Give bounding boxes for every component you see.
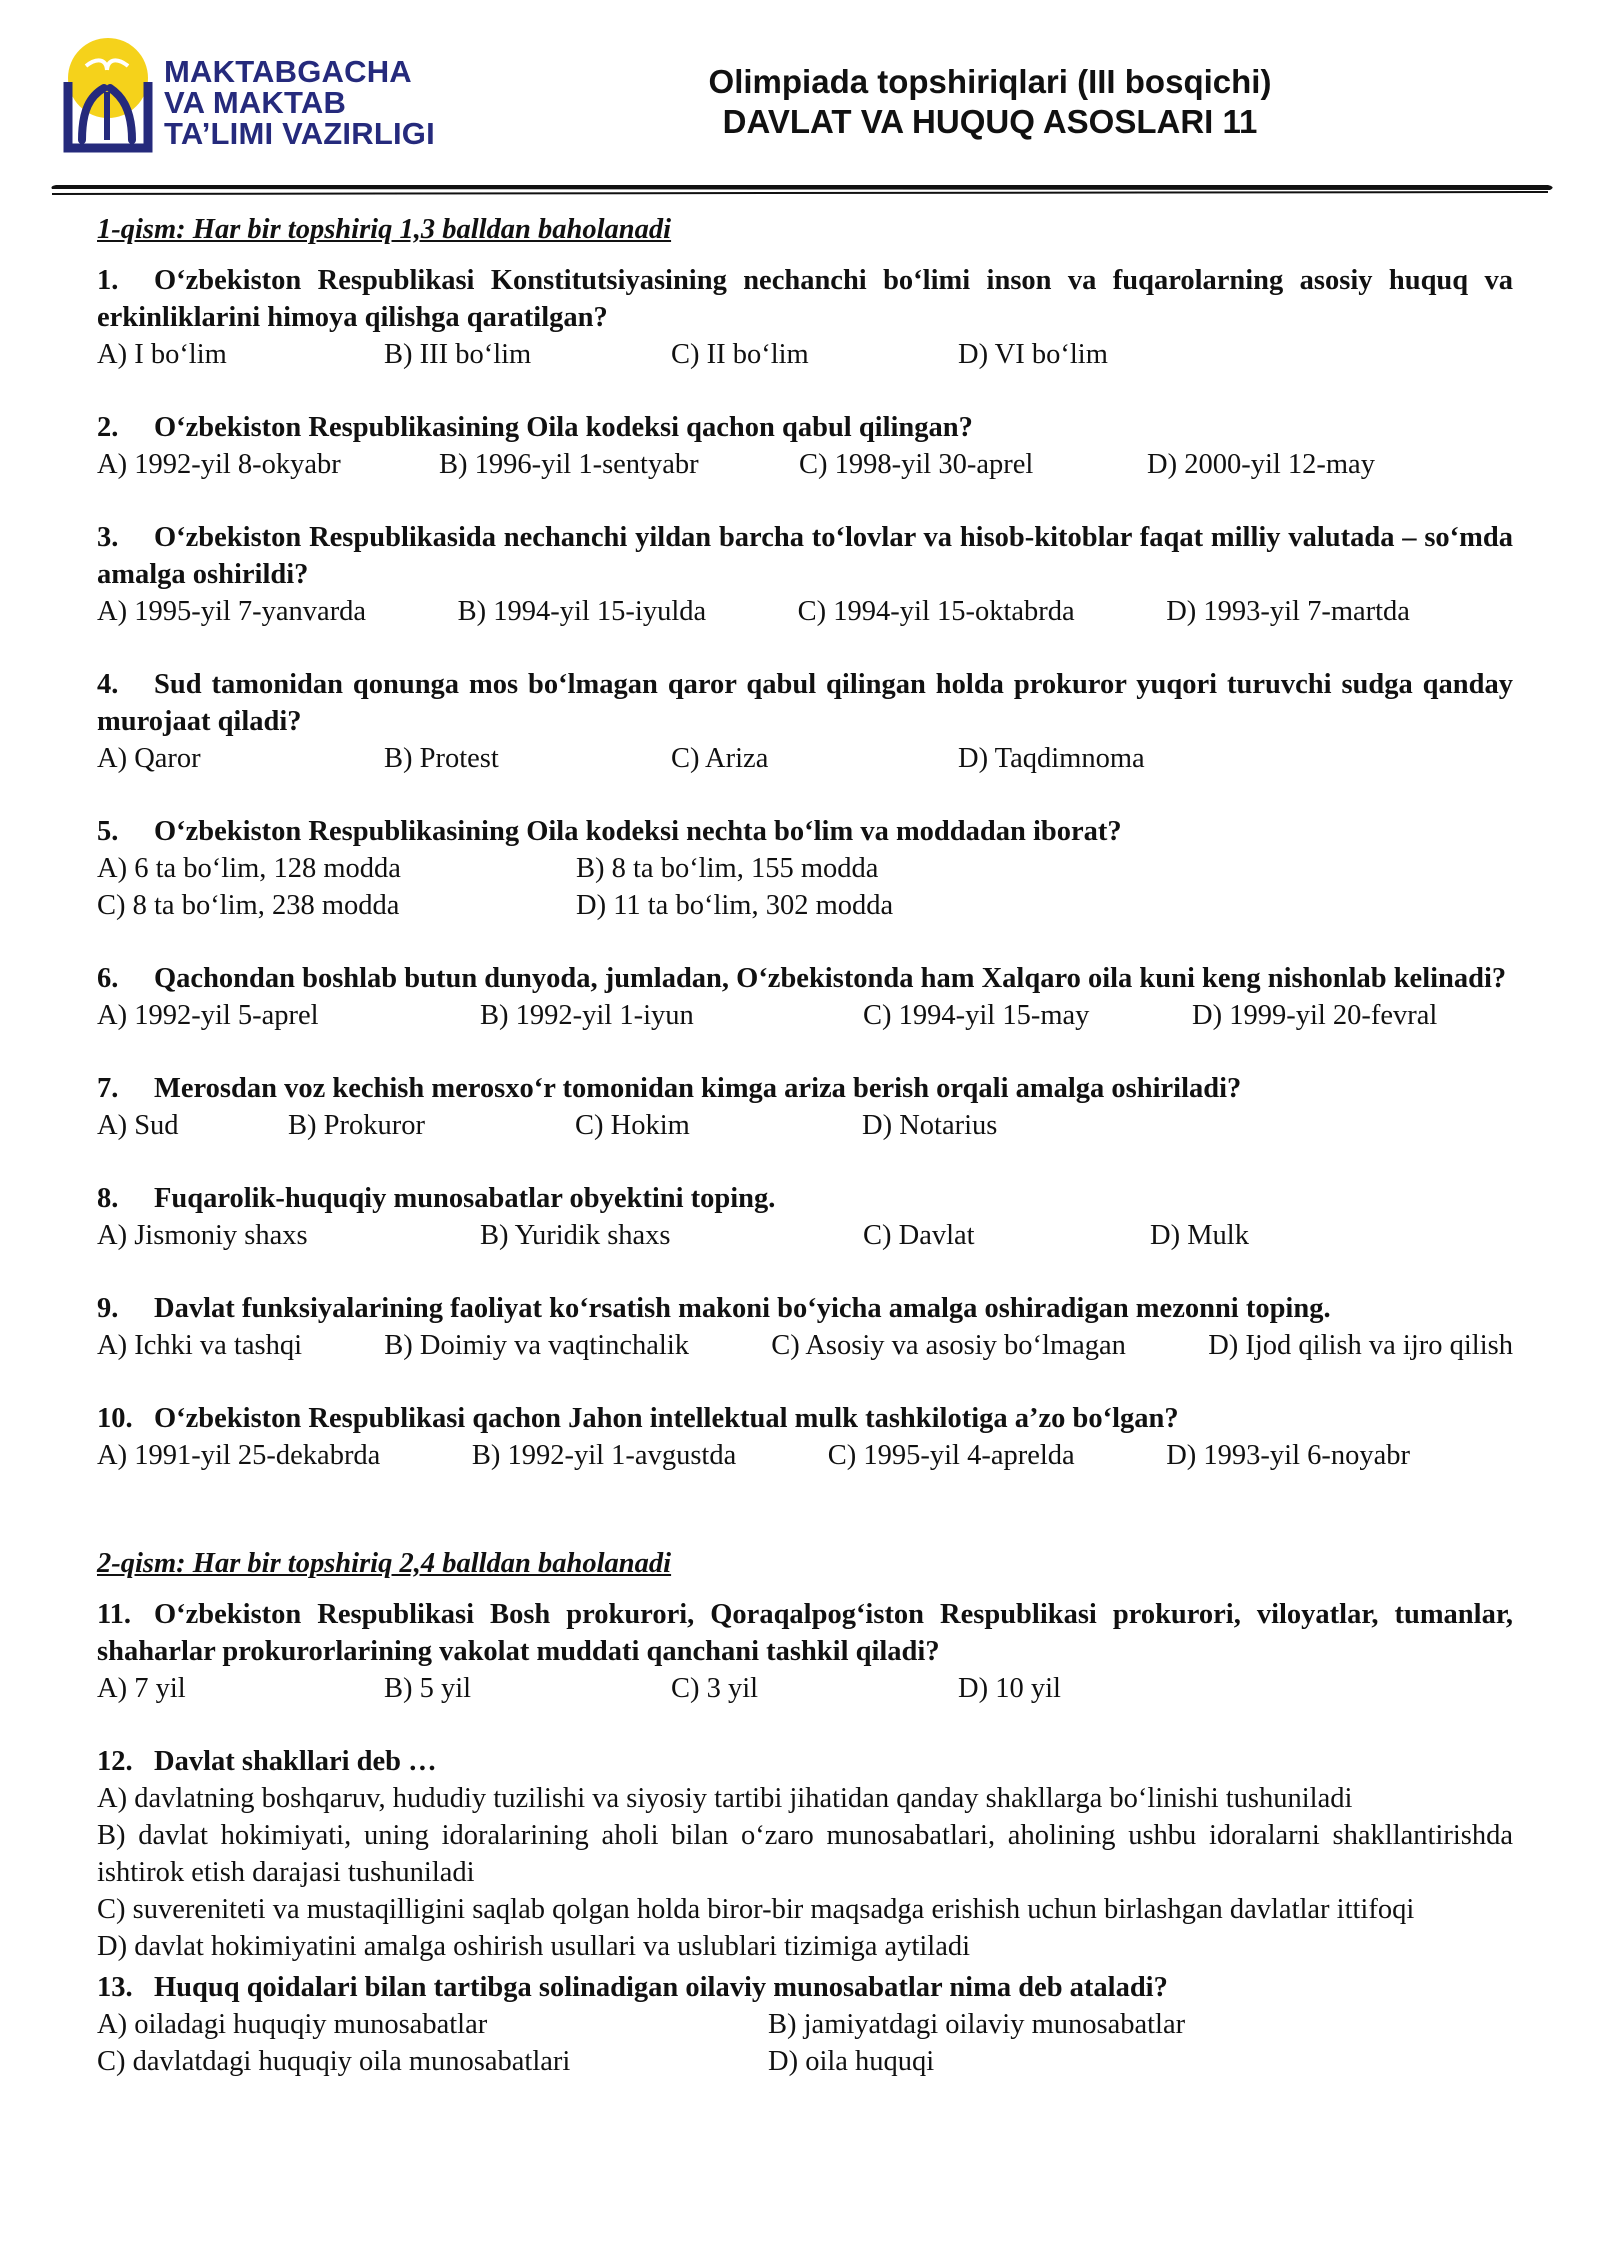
logo-line-2: VA MAKTAB (164, 85, 347, 120)
answer-option-d[interactable]: D) VI bo‘lim (958, 339, 1108, 370)
answer-option-a[interactable]: A) 7 yil (97, 1673, 186, 1704)
answer-row (97, 1670, 1513, 1707)
answer-option-c[interactable]: C) Hokim (575, 1110, 690, 1141)
answer-option-d[interactable]: D) 1993-yil 7-martda (1166, 596, 1410, 627)
answer-option-b[interactable]: B) Prokuror (288, 1110, 425, 1141)
answer-option-a[interactable]: A) 6 ta bo‘lim, 128 modda (97, 853, 401, 884)
question-body: Qachondan boshlab butun dunyoda, jumladan, O‘zbekistonda ham Xalqaro oila kuni keng nishonlab kelinadi? (154, 963, 1507, 994)
section-2-heading: 2-qism: Har bir topshiriq 2,4 balldan baholanadi (97, 1548, 672, 1579)
question-6 (97, 960, 1513, 1034)
answer-option-b[interactable]: B) 1994-yil 15-iyulda (457, 596, 707, 627)
answer-row (97, 1217, 1513, 1254)
section-1-heading: 1-qism: Har bir topshiriq 1,3 balldan baholanadi (97, 214, 672, 245)
answer-row (97, 887, 1513, 924)
answer-row (97, 336, 1513, 373)
question-10 (97, 1400, 1513, 1474)
book-emblem-icon (46, 30, 156, 160)
answer-option-b[interactable]: B) jamiyatdagi oilaviy munosabatlar (768, 2009, 1186, 2040)
question-number: 3. (97, 522, 119, 553)
answer-option-d[interactable]: D) oila huquqi (768, 2046, 935, 2077)
answer-option-d[interactable]: D) Ijod qilish va ijro qilish (1208, 1330, 1513, 1361)
answer-option-a[interactable]: A) Qaror (97, 743, 201, 774)
question-text (97, 262, 1513, 336)
question-text (97, 1400, 1513, 1437)
question-number: 7. (97, 1073, 119, 1104)
question-text (97, 1180, 1513, 1217)
question-number: 6. (97, 963, 119, 994)
question-body: Huquq qoidalari bilan tartibga solinadigan oilaviy munosabatlar nima deb ataladi? (154, 1972, 1168, 2003)
question-11 (97, 1596, 1513, 1707)
question-2 (97, 409, 1513, 483)
answer-option-a[interactable]: A) 1995-yil 7-yanvarda (97, 596, 367, 627)
question-body: Merosdan voz kechish merosxo‘r tomonidan kimga ariza berish orqali amalga oshiriladi? (154, 1073, 1242, 1104)
answer-row (97, 1107, 1513, 1144)
answer-option-a[interactable]: A) Jismoniy shaxs (97, 1220, 308, 1251)
answer-option-b[interactable]: B) Yuridik shaxs (480, 1220, 671, 1251)
answer-option-b[interactable]: B) 1992-yil 1-iyun (480, 1000, 694, 1031)
answer-option-d[interactable]: D) Notarius (862, 1110, 998, 1141)
question-5 (97, 813, 1513, 924)
answer-row (97, 850, 1513, 887)
answer-row (97, 2006, 1513, 2043)
question-body: O‘zbekiston Respublikasining Oila kodeksi qachon qabul qilingan? (154, 412, 973, 443)
ministry-logo (46, 30, 446, 160)
question-13 (97, 1969, 1513, 2080)
question-number: 12. (97, 1746, 133, 1777)
question-number: 1. (97, 265, 119, 296)
question-text (97, 666, 1513, 740)
answer-option-c[interactable]: C) 1994-yil 15-oktabrda (797, 596, 1075, 627)
question-12 (97, 1743, 1513, 1965)
question-1 (97, 262, 1513, 373)
question-number: 9. (97, 1293, 119, 1324)
question-text (97, 1969, 1513, 2006)
answer-option-c[interactable]: C) Ariza (671, 743, 769, 774)
answer-option-a[interactable]: A) 1992-yil 5-aprel (97, 1000, 319, 1031)
answer-option-b[interactable]: B) 1992-yil 1-avgustda (471, 1440, 737, 1471)
answer-option-c[interactable]: C) 1994-yil 15-may (863, 1000, 1090, 1031)
logo-line-1: MAKTABGACHA (164, 54, 412, 89)
answer-option-d[interactable]: D) 1993-yil 6-noyabr (1166, 1440, 1410, 1471)
answer-option-c[interactable]: C) Asosiy va asosiy bo‘lmagan (771, 1330, 1126, 1361)
question-number: 4. (97, 669, 119, 700)
question-text (97, 1596, 1513, 1670)
answer-row (97, 997, 1513, 1034)
document-title (600, 62, 1380, 142)
question-8 (97, 1180, 1513, 1254)
answer-option-b[interactable]: B) davlat hokimiyati, uning idoralarining aholi bilan o‘zaro munosabatlari, aholining ushbu idoralarni shakllantirishda ishtirok etish darajasi tushuniladi (97, 1820, 1513, 1888)
answer-option-c[interactable]: C) 8 ta bo‘lim, 238 modda (97, 890, 400, 921)
answer-option-a[interactable]: A) Ichki va tashqi (97, 1330, 302, 1361)
answer-option-c[interactable]: C) 1998-yil 30-aprel (799, 449, 1034, 480)
answer-option-b[interactable]: B) 1996-yil 1-sentyabr (439, 449, 699, 480)
exam-content (97, 212, 1513, 2116)
title-line-1: Olimpiada topshiriqlari (III bosqichi) (708, 63, 1272, 100)
question-text (97, 409, 1513, 446)
answer-option-d[interactable]: D) Mulk (1150, 1220, 1249, 1251)
question-body: O‘zbekiston Respublikasi Bosh prokurori, Qoraqalpog‘iston Respublikasi prokurori, viloyatlar, tumanlar, shaharlar prokurorlarining vakolat muddati qanchani tashkil qiladi? (97, 1599, 1513, 1667)
answer-option-d[interactable]: D) 11 ta bo‘lim, 302 modda (576, 890, 894, 921)
question-number: 13. (97, 1972, 133, 2003)
question-text (97, 813, 1513, 850)
question-body: Sud tamonidan qonunga mos bo‘lmagan qaror qabul qilingan holda prokuror yuqori turuvchi sudga qanday murojaat qiladi? (97, 669, 1513, 737)
question-4 (97, 666, 1513, 777)
answer-option-a[interactable]: A) Sud (97, 1110, 179, 1141)
answer-option-a[interactable]: A) 1991-yil 25-dekabrda (97, 1440, 381, 1471)
answer-row (97, 1437, 1410, 1474)
question-number: 8. (97, 1183, 119, 1214)
answer-option-d[interactable]: D) 10 yil (958, 1673, 1061, 1704)
question-text (97, 519, 1513, 593)
question-9 (97, 1290, 1513, 1364)
question-text (97, 1070, 1513, 1107)
answer-option-c[interactable]: C) 1995-yil 4-aprelda (827, 1440, 1075, 1471)
logo-wordmark (164, 56, 435, 149)
answer-option-c[interactable]: C) davlatdagi huquqiy oila munosabatlari (97, 2046, 571, 2077)
header-divider (48, 182, 1558, 198)
question-text (97, 1743, 1513, 1780)
question-body: O‘zbekiston Respublikasi qachon Jahon intellektual mulk tashkilotiga a’zo bo‘lgan? (154, 1403, 1179, 1434)
answer-option-d[interactable]: D) davlat hokimiyatini amalga oshirish usullari va uslublari tizimiga aytiladi (97, 1931, 971, 1962)
answer-option-d[interactable]: D) 2000-yil 12-may (1147, 449, 1375, 480)
title-line-2: DAVLAT VA HUQUQ ASOSLARI 11 (722, 103, 1258, 140)
answer-option-a[interactable]: A) davlatning boshqaruv, hududiy tuzilishi va siyosiy tartibi jihatidan qanday shakllarga bo‘linishi tushuniladi (97, 1783, 1353, 1814)
question-body: O‘zbekiston Respublikasida nechanchi yildan barcha to‘lovlar va hisob-kitoblar faqat milliy valutada – so‘mda amalga oshirildi? (97, 522, 1513, 590)
question-text (97, 960, 1513, 997)
answer-option-c[interactable]: C) Davlat (863, 1220, 975, 1251)
answer-option-b[interactable]: B) III bo‘lim (384, 339, 532, 370)
answer-option-b[interactable]: B) 5 yil (384, 1673, 472, 1704)
answer-option-b[interactable]: B) Protest (384, 743, 499, 774)
question-body: Davlat funksiyalarining faoliyat ko‘rsatish makoni bo‘yicha amalga oshiradigan mezonni toping. (154, 1293, 1331, 1324)
answer-option-b[interactable]: B) Doimiy va vaqtinchalik (384, 1330, 689, 1361)
answer-row (97, 593, 1410, 630)
answer-row (97, 446, 1513, 483)
answer-option-b[interactable]: B) 8 ta bo‘lim, 155 modda (576, 853, 879, 884)
question-7 (97, 1070, 1513, 1144)
question-number: 10. (97, 1403, 133, 1434)
logo-line-3: TA’LIMI VAZIRLIGI (164, 116, 435, 151)
answer-row (97, 1327, 1513, 1364)
question-body: Davlat shakllari deb … (154, 1746, 437, 1777)
question-3 (97, 519, 1513, 630)
answer-row (97, 740, 1513, 777)
answer-option-a[interactable]: A) I bo‘lim (97, 339, 227, 370)
question-body: O‘zbekiston Respublikasining Oila kodeksi nechta bo‘lim va moddadan iborat? (154, 816, 1122, 847)
question-number: 2. (97, 412, 119, 443)
section-spacer (97, 1510, 1513, 1546)
answer-option-a[interactable]: A) 1992-yil 8-okyabr (97, 449, 341, 480)
answer-option-c[interactable]: C) 3 yil (671, 1673, 759, 1704)
answer-option-c[interactable]: C) suvereniteti va mustaqilligini saqlab qolgan holda biror-bir maqsadga erishish uchun birlashgan davlatlar ittifoqi (97, 1894, 1415, 1925)
answer-option-d[interactable]: D) Taqdimnoma (958, 743, 1145, 774)
answer-option-d[interactable]: D) 1999-yil 20-fevral (1192, 1000, 1438, 1031)
answer-option-a[interactable]: A) oiladagi huquqiy munosabatlar (97, 2009, 488, 2040)
question-text (97, 1290, 1513, 1327)
answer-option-c[interactable]: C) II bo‘lim (671, 339, 809, 370)
question-body: Fuqarolik-huquqiy munosabatlar obyektini toping. (154, 1183, 776, 1214)
question-body: O‘zbekiston Respublikasi Konstitutsiyasining nechanchi bo‘limi inson va fuqarolarning asosiy huquq va erkinliklarini himoya qilishga qaratilgan? (97, 265, 1513, 333)
answer-row (97, 2043, 1513, 2080)
question-number: 5. (97, 816, 119, 847)
question-number: 11. (97, 1599, 132, 1630)
